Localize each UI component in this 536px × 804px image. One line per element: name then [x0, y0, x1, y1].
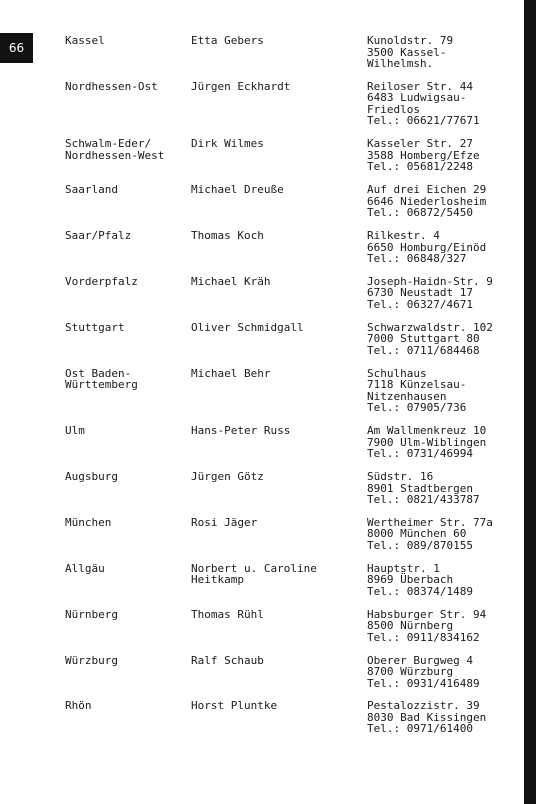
region-cell [65, 655, 191, 667]
address-line: 8700 Würzburg [367, 665, 454, 679]
address-line: Auf drei Eichen 29 [367, 183, 487, 197]
contact-name-line: Michael Kräh [191, 274, 271, 288]
address-line: Tel.: 06872/5450 [367, 206, 473, 220]
address-line: Hauptstr. 1 [367, 561, 440, 575]
region-line: Stuttgart [65, 320, 125, 334]
region-line: Württemberg [65, 378, 138, 392]
address-cell [367, 471, 515, 506]
contact-name-cell [191, 609, 367, 621]
region-line: Nordhessen-Ost [65, 79, 158, 93]
contact-entry [65, 609, 515, 644]
contact-name-line: Heitkamp [191, 573, 244, 587]
region-cell [65, 425, 191, 437]
address-cell [367, 138, 515, 173]
contact-name-line: Etta Gebers [191, 34, 264, 47]
contact-entry [65, 655, 515, 690]
address-line: Friedlos [367, 102, 420, 116]
address-line: Pestalozzistr. 39 [367, 699, 480, 713]
address-line: 3500 Kassel- [367, 45, 447, 59]
contact-entry [65, 322, 515, 357]
region-cell [65, 700, 191, 712]
address-line: 7118 Künzelsau- [367, 378, 467, 392]
contact-name-line: Thomas Rühl [191, 607, 264, 621]
contact-name-cell [191, 471, 367, 483]
contact-name-line: Jürgen Götz [191, 470, 264, 484]
address-cell [367, 230, 515, 265]
region-cell [65, 322, 191, 334]
address-cell [367, 184, 515, 219]
region-cell [65, 471, 191, 483]
contact-name-cell [191, 35, 367, 47]
contact-name-line: Ralf Schaub [191, 653, 264, 667]
address-line: Kunoldstr. 79 [367, 34, 454, 47]
address-line: 8000 München 60 [367, 527, 467, 541]
region-line: Nordhessen-West [65, 148, 165, 162]
address-line: Tel.: 06848/327 [367, 252, 467, 266]
contact-name-line: Horst Pluntke [191, 699, 278, 713]
address-line: Tel.: 0911/834162 [367, 630, 480, 644]
address-line: Tel.: 0821/433787 [367, 493, 480, 507]
region-line: Kassel [65, 34, 105, 47]
region-cell [65, 184, 191, 196]
contact-entry [65, 35, 515, 70]
address-line: Oberer Burgweg 4 [367, 653, 473, 667]
contact-name-line: Thomas Koch [191, 229, 264, 243]
address-line: Schwarzwaldstr. 102 [367, 320, 493, 334]
address-line: 8500 Nürnberg [367, 619, 454, 633]
address-line: Kasseler Str. 27 [367, 137, 473, 151]
address-line: Nitzenhausen [367, 389, 447, 403]
region-line: Ost Baden- [65, 366, 132, 380]
address-line: 3588 Homberg/Efze [367, 148, 480, 162]
contact-name-cell [191, 517, 367, 529]
contact-name-cell [191, 138, 367, 150]
contact-name-cell [191, 425, 367, 437]
region-line: Augsburg [65, 470, 118, 484]
address-line: 6483 Ludwigsau- [367, 91, 467, 105]
region-cell [65, 609, 191, 621]
contact-entry [65, 471, 515, 506]
contact-entry [65, 425, 515, 460]
contact-name-line: Norbert u. Caroline [191, 561, 317, 575]
address-line: Wertheimer Str. 77a [367, 515, 493, 529]
contact-name-cell [191, 322, 367, 334]
address-line: Tel.: 06621/77671 [367, 114, 480, 128]
region-cell [65, 81, 191, 93]
address-cell [367, 35, 515, 70]
contact-entry [65, 138, 515, 173]
region-line: Rhön [65, 699, 92, 713]
address-line: 6650 Homburg/Einöd [367, 240, 487, 254]
address-cell [367, 700, 515, 735]
contact-entry [65, 184, 515, 219]
contact-name-cell [191, 276, 367, 288]
page-number: 66 [0, 33, 33, 63]
address-line: 8030 Bad Kissingen [367, 710, 487, 724]
contact-entry [65, 368, 515, 414]
region-line: Vorderpfalz [65, 274, 138, 288]
address-cell [367, 276, 515, 311]
address-line: Südstr. 16 [367, 470, 434, 484]
contact-name-cell [191, 230, 367, 242]
address-line: 7900 Ulm-Wiblingen [367, 435, 487, 449]
address-line: Joseph-Haidn-Str. 9 [367, 274, 493, 288]
address-line: Reiloser Str. 44 [367, 79, 473, 93]
contact-name-cell [191, 563, 367, 586]
region-cell [65, 368, 191, 391]
contact-entry [65, 563, 515, 598]
address-cell [367, 322, 515, 357]
region-line: Würzburg [65, 653, 118, 667]
address-line: Tel.: 08374/1489 [367, 584, 473, 598]
address-line: Tel.: 0971/61400 [367, 722, 473, 736]
contact-entry [65, 81, 515, 127]
contact-entry [65, 700, 515, 735]
address-line: Tel.: 0931/416489 [367, 676, 480, 690]
address-line: Tel.: 0711/684468 [367, 343, 480, 357]
region-line: Allgäu [65, 561, 105, 575]
contact-name-cell [191, 81, 367, 93]
address-line: Wilhelmsh. [367, 57, 434, 70]
contact-entry [65, 517, 515, 552]
region-line: Saar/Pfalz [65, 229, 132, 243]
address-cell [367, 368, 515, 414]
address-line: Tel.: 05681/2248 [367, 160, 473, 174]
address-cell [367, 563, 515, 598]
address-line: Tel.: 089/870155 [367, 538, 473, 552]
address-line: Schulhaus [367, 366, 427, 380]
contact-name-cell [191, 655, 367, 667]
address-line: 6646 Niederlosheim [367, 194, 487, 208]
contact-name-line: Dirk Wilmes [191, 137, 264, 151]
region-cell [65, 276, 191, 288]
address-cell [367, 609, 515, 644]
address-cell [367, 517, 515, 552]
contact-list [65, 35, 515, 746]
region-cell [65, 563, 191, 575]
region-cell [65, 517, 191, 529]
contact-entry [65, 276, 515, 311]
address-line: Habsburger Str. 94 [367, 607, 487, 621]
region-cell [65, 138, 191, 161]
contact-name-cell [191, 184, 367, 196]
contact-name-line: Jürgen Eckhardt [191, 79, 291, 93]
address-cell [367, 81, 515, 127]
contact-name-line: Hans-Peter Russ [191, 424, 291, 438]
address-line: Tel.: 06327/4671 [367, 297, 473, 311]
address-cell [367, 425, 515, 460]
address-line: 8901 Stadtbergen [367, 481, 473, 495]
page-edge [524, 0, 536, 804]
address-line: 7000 Stuttgart 80 [367, 332, 480, 346]
region-cell [65, 35, 191, 47]
contact-name-line: Oliver Schmidgall [191, 320, 304, 334]
contact-name-cell [191, 368, 367, 380]
address-line: Tel.: 0731/46994 [367, 447, 473, 461]
region-line: Schwalm-Eder/ [65, 137, 152, 151]
contact-name-line: Rosi Jäger [191, 515, 258, 529]
contact-entry [65, 230, 515, 265]
address-line: Rilkestr. 4 [367, 229, 440, 243]
address-line: 6730 Neustadt 17 [367, 286, 473, 300]
region-line: Saarland [65, 183, 118, 197]
region-line: Ulm [65, 424, 85, 438]
region-line: München [65, 515, 112, 529]
contact-name-line: Michael Behr [191, 366, 271, 380]
address-cell [367, 655, 515, 690]
address-line: Tel.: 07905/736 [367, 401, 467, 415]
region-line: Nürnberg [65, 607, 118, 621]
region-cell [65, 230, 191, 242]
address-line: Am Wallmenkreuz 10 [367, 424, 487, 438]
contact-name-line: Michael Dreuße [191, 183, 284, 197]
address-line: 8969 Überbach [367, 573, 454, 587]
contact-name-cell [191, 700, 367, 712]
